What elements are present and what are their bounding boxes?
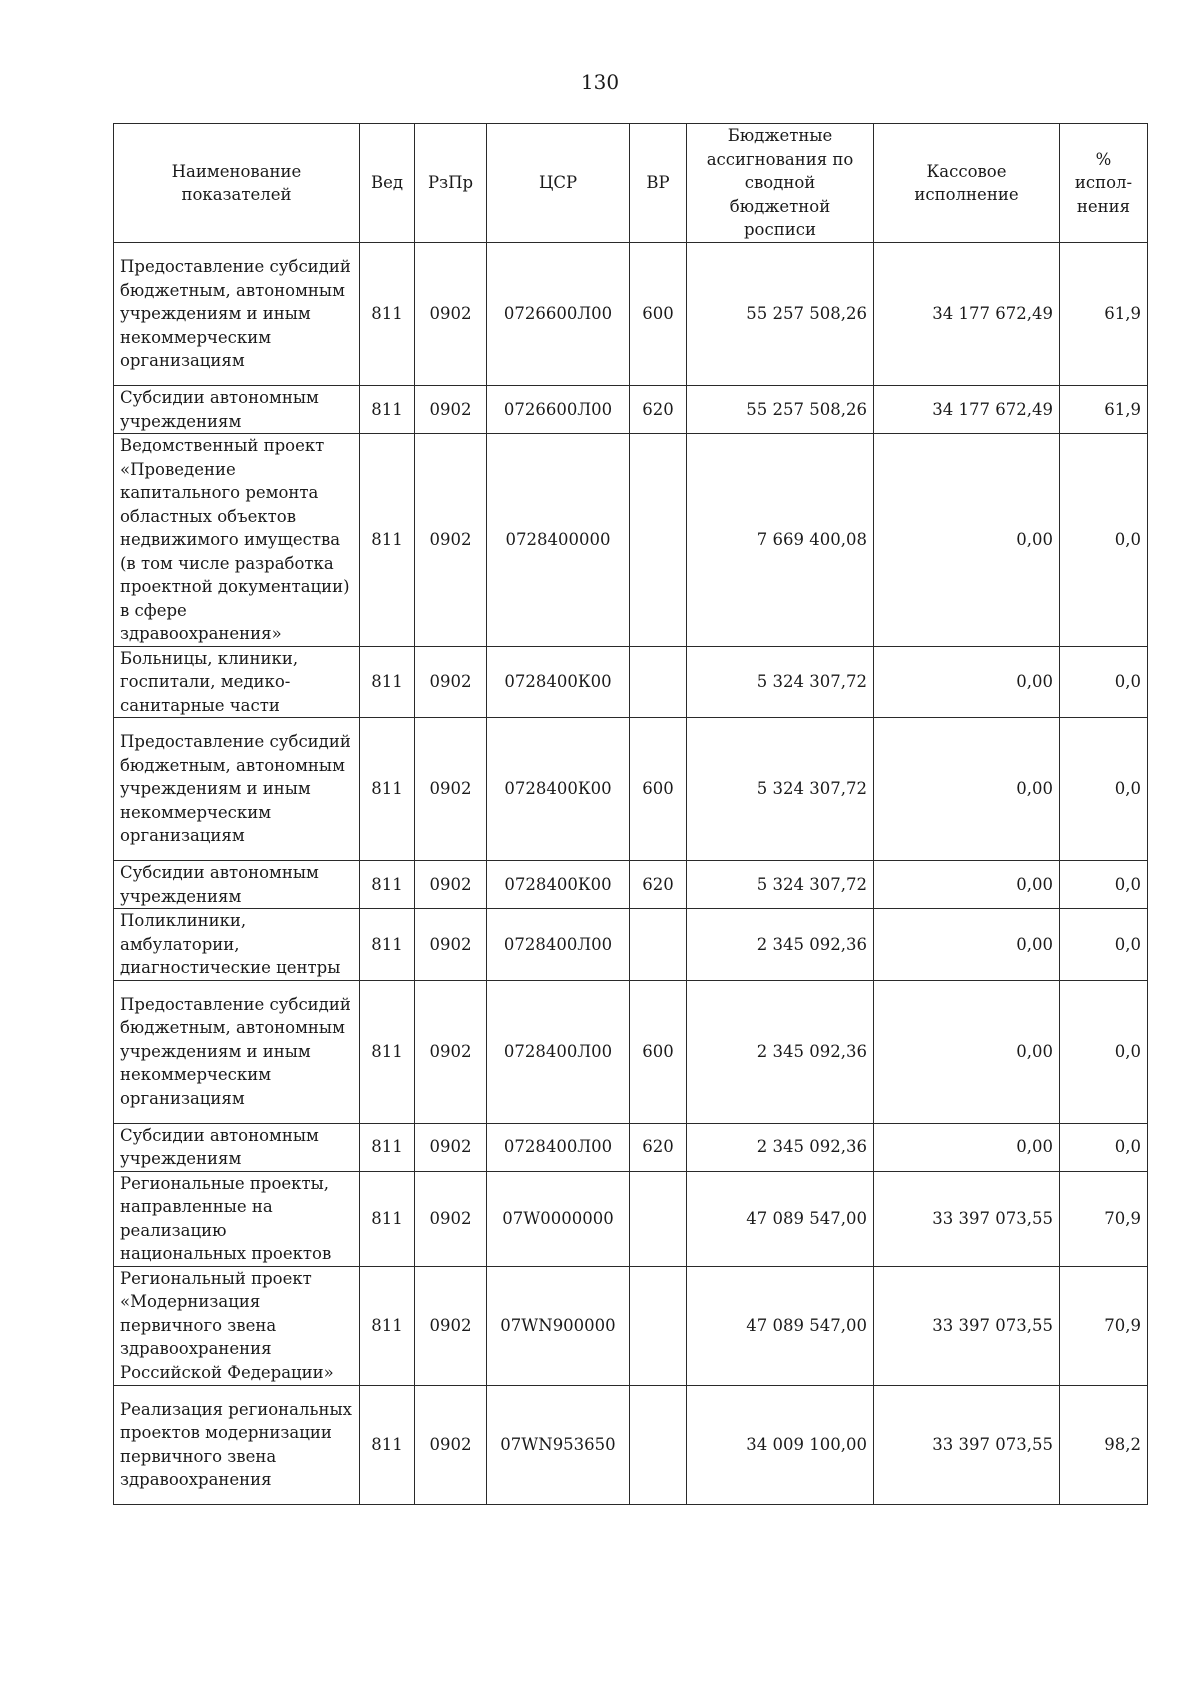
row-csr: 0728400К00 — [487, 646, 630, 718]
row-ved: 811 — [360, 1385, 415, 1504]
row-rzpr: 0902 — [415, 1171, 487, 1266]
row-percent-execution: 0,0 — [1060, 718, 1148, 861]
table-row — [114, 434, 1148, 647]
row-cash-execution: 33 397 073,55 — [874, 1385, 1060, 1504]
header-rzpr: РзПр — [415, 124, 487, 243]
row-percent-execution: 0,0 — [1060, 909, 1148, 981]
table-header-row — [114, 124, 1148, 243]
header-percent-execution: % испол-нения — [1060, 124, 1148, 243]
table-row — [114, 646, 1148, 718]
table-row — [114, 1266, 1148, 1385]
table-row — [114, 1171, 1148, 1266]
row-csr: 07W0000000 — [487, 1171, 630, 1266]
row-percent-execution: 0,0 — [1060, 646, 1148, 718]
row-ved: 811 — [360, 1123, 415, 1171]
row-ved: 811 — [360, 718, 415, 861]
header-cash-execution: Кассовое исполнение — [874, 124, 1060, 243]
row-rzpr: 0902 — [415, 386, 487, 434]
row-vr — [630, 646, 687, 718]
row-cash-execution: 33 397 073,55 — [874, 1171, 1060, 1266]
row-vr — [630, 1385, 687, 1504]
row-csr: 0726600Л00 — [487, 386, 630, 434]
row-name: Предоставление субсидий бюджетным, автономным учреждениям и иным некоммерческим организациям — [114, 980, 360, 1123]
row-csr: 0728400Л00 — [487, 909, 630, 981]
row-vr — [630, 1266, 687, 1385]
row-cash-execution: 0,00 — [874, 909, 1060, 981]
row-rzpr: 0902 — [415, 646, 487, 718]
row-name: Предоставление субсидий бюджетным, автономным учреждениям и иным некоммерческим организациям — [114, 718, 360, 861]
row-percent-execution: 0,0 — [1060, 861, 1148, 909]
row-ved: 811 — [360, 434, 415, 647]
row-cash-execution: 0,00 — [874, 646, 1060, 718]
page-number: 130 — [580, 70, 620, 94]
row-ved: 811 — [360, 386, 415, 434]
row-cash-execution: 0,00 — [874, 861, 1060, 909]
row-name: Субсидии автономным учреждениям — [114, 861, 360, 909]
row-csr: 0728400Л00 — [487, 1123, 630, 1171]
row-csr: 0728400Л00 — [487, 980, 630, 1123]
table-row — [114, 980, 1148, 1123]
row-assignments: 34 009 100,00 — [687, 1385, 874, 1504]
row-vr — [630, 434, 687, 647]
row-name: Реализация региональных проектов модернизации первичного звена здравоохранения — [114, 1385, 360, 1504]
row-assignments: 47 089 547,00 — [687, 1266, 874, 1385]
row-rzpr: 0902 — [415, 861, 487, 909]
row-csr: 07WN900000 — [487, 1266, 630, 1385]
table-row — [114, 1385, 1148, 1504]
row-rzpr: 0902 — [415, 1266, 487, 1385]
table-row — [114, 861, 1148, 909]
row-percent-execution: 70,9 — [1060, 1266, 1148, 1385]
row-name: Субсидии автономным учреждениям — [114, 386, 360, 434]
row-ved: 811 — [360, 1171, 415, 1266]
row-rzpr: 0902 — [415, 1123, 487, 1171]
row-assignments: 55 257 508,26 — [687, 243, 874, 386]
row-ved: 811 — [360, 1266, 415, 1385]
row-name: Ведомственный проект «Проведение капитального ремонта областных объектов недвижимого имущества (в том числе разработка проектной документации) в сфере здравоохранения» — [114, 434, 360, 647]
row-cash-execution: 0,00 — [874, 1123, 1060, 1171]
row-percent-execution: 61,9 — [1060, 243, 1148, 386]
row-vr: 620 — [630, 1123, 687, 1171]
row-name: Субсидии автономным учреждениям — [114, 1123, 360, 1171]
row-vr — [630, 1171, 687, 1266]
table-row — [114, 386, 1148, 434]
row-vr: 620 — [630, 861, 687, 909]
row-name: Региональный проект «Модернизация первичного звена здравоохранения Российской Федерации» — [114, 1266, 360, 1385]
row-rzpr: 0902 — [415, 434, 487, 647]
row-rzpr: 0902 — [415, 980, 487, 1123]
budget-execution-table — [113, 123, 1148, 1505]
row-percent-execution: 0,0 — [1060, 434, 1148, 647]
row-assignments: 2 345 092,36 — [687, 1123, 874, 1171]
row-ved: 811 — [360, 646, 415, 718]
table-row — [114, 909, 1148, 981]
row-cash-execution: 0,00 — [874, 980, 1060, 1123]
row-ved: 811 — [360, 243, 415, 386]
header-name: Наименование показателей — [114, 124, 360, 243]
row-assignments: 47 089 547,00 — [687, 1171, 874, 1266]
table-row — [114, 718, 1148, 861]
row-vr: 620 — [630, 386, 687, 434]
header-csr: ЦСР — [487, 124, 630, 243]
row-rzpr: 0902 — [415, 1385, 487, 1504]
row-vr: 600 — [630, 243, 687, 386]
row-percent-execution: 70,9 — [1060, 1171, 1148, 1266]
row-percent-execution: 0,0 — [1060, 980, 1148, 1123]
row-assignments: 7 669 400,08 — [687, 434, 874, 647]
row-percent-execution: 98,2 — [1060, 1385, 1148, 1504]
row-assignments: 5 324 307,72 — [687, 646, 874, 718]
row-percent-execution: 61,9 — [1060, 386, 1148, 434]
row-ved: 811 — [360, 909, 415, 981]
row-assignments: 5 324 307,72 — [687, 718, 874, 861]
row-csr: 0726600Л00 — [487, 243, 630, 386]
row-name: Поликлиники, амбулатории, диагностические центры — [114, 909, 360, 981]
row-vr: 600 — [630, 718, 687, 861]
row-cash-execution: 0,00 — [874, 434, 1060, 647]
row-assignments: 55 257 508,26 — [687, 386, 874, 434]
row-ved: 811 — [360, 980, 415, 1123]
header-vr: ВР — [630, 124, 687, 243]
row-cash-execution: 0,00 — [874, 718, 1060, 861]
row-csr: 0728400К00 — [487, 861, 630, 909]
row-assignments: 2 345 092,36 — [687, 980, 874, 1123]
row-rzpr: 0902 — [415, 909, 487, 981]
row-vr: 600 — [630, 980, 687, 1123]
row-cash-execution: 33 397 073,55 — [874, 1266, 1060, 1385]
row-assignments: 5 324 307,72 — [687, 861, 874, 909]
row-vr — [630, 909, 687, 981]
row-cash-execution: 34 177 672,49 — [874, 243, 1060, 386]
row-percent-execution: 0,0 — [1060, 1123, 1148, 1171]
row-ved: 811 — [360, 861, 415, 909]
row-assignments: 2 345 092,36 — [687, 909, 874, 981]
row-csr: 0728400К00 — [487, 718, 630, 861]
table-row — [114, 1123, 1148, 1171]
row-name: Больницы, клиники, госпитали, медико-санитарные части — [114, 646, 360, 718]
row-rzpr: 0902 — [415, 718, 487, 861]
header-assignments: Бюджетные ассигнования по сводной бюджетной росписи — [687, 124, 874, 243]
row-name: Предоставление субсидий бюджетным, автономным учреждениям и иным некоммерческим организациям — [114, 243, 360, 386]
row-rzpr: 0902 — [415, 243, 487, 386]
row-cash-execution: 34 177 672,49 — [874, 386, 1060, 434]
row-csr: 07WN953650 — [487, 1385, 630, 1504]
row-csr: 0728400000 — [487, 434, 630, 647]
row-name: Региональные проекты, направленные на реализацию национальных проектов — [114, 1171, 360, 1266]
header-ved: Вед — [360, 124, 415, 243]
table-row — [114, 243, 1148, 386]
